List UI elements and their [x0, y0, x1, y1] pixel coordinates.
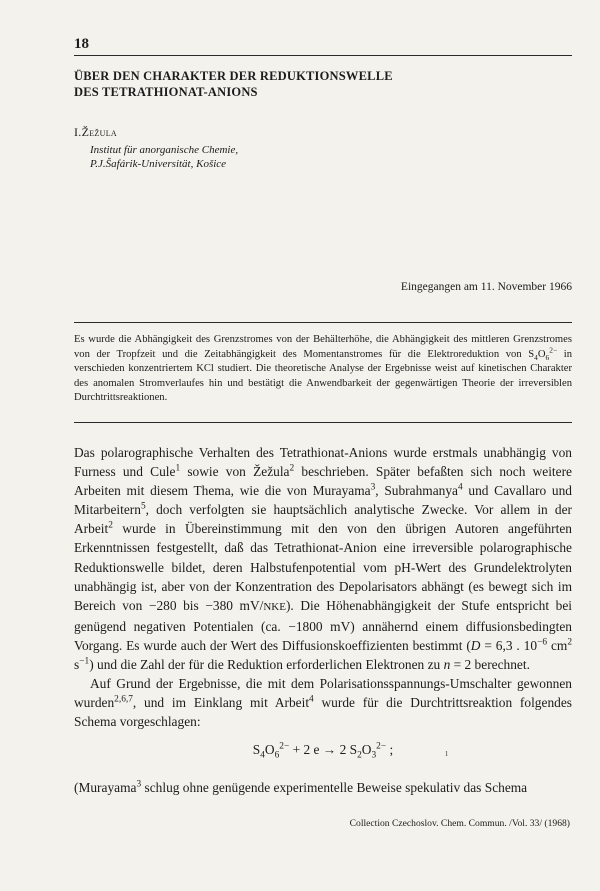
institution-line-2: P.J.Šafárik-Universität, Košice: [90, 158, 227, 170]
abstract-text-1: Es wurde die Abhängigkeit des Grenzstromes von der Behälterhöhe, die Abhängigkeit des mittleren Grenzstromes von der Tropfzeit und die Zeitabhängigkeit des Momentanstromes für die Elektroreduktion von: [74, 334, 572, 360]
paragraph-3: (Murayama$^3$ schlug ohne genügende experimentelle Beweise spekulativ das Schema: [74, 779, 528, 795]
author-name: Žežula: [81, 125, 117, 139]
body-text: [74, 443, 572, 731]
received-date: Eingegangen am 11. November 1966: [400, 281, 572, 293]
reference: 2: [108, 520, 113, 531]
stray-mark: ı: [445, 748, 448, 759]
reference: 2: [289, 463, 295, 474]
reference: 3: [136, 779, 142, 790]
abstract-ion: $S_4O_6^{2-}$: [528, 345, 558, 362]
author-initial: I.: [74, 125, 82, 139]
institution: [90, 143, 238, 171]
article-title: [74, 68, 572, 100]
arrow-icon: →: [322, 742, 337, 757]
abstract: [74, 333, 572, 406]
nke-abbrev: NKE: [263, 600, 286, 613]
title-line-1: ÜBER DEN CHARAKTER DER REDUKTIONSWELLE: [74, 69, 393, 83]
author: [74, 125, 117, 140]
institution-line-1: Institut für anorganische Chemie,: [90, 144, 239, 156]
paragraph-2: Auf Grund der Ergebnisse, die mit dem Polarisationsspannungs-Umschalter gewonnen wurden$^{2,6,7}$, und im Einklang mit Arbeit$^4$ wurde für die Durchtrittsreaktion folgendes Schema vorgeschlagen:: [74, 676, 572, 730]
abstract-rule-top: [74, 322, 572, 323]
abstract-rule-bottom: [74, 422, 572, 423]
paragraph-1: Das polarographische Verhalten des Tetrathionat-Anions wurde erstmals unabhängig von Furness und Cule$^1$ sowie von Žežula$^2$ beschrieben. Später befaßten sich noch weitere Arbeiten mit diesem Thema, wie die von Murayama$^3$, Subrahmanya$^4$ und Cavallaro und Mitarbeitern$^5$, doch verfolgten sie hauptsächlich analytische Zwecke. Vor allem in der Arbeit$^2$ wurde in Übereinstimmung mit den von den übrigen Autoren angeführten Erkenntnissen festgestellt, daß das Tetrathionat-Anion eine irreversible polarographische Reduktionswelle bildet, deren Halbstufenpotential vom pH-Wert des Grundelektrolyten unabhängig ist, aber von der Konzentration des Depolarisators abhängt (es bewegt sich im Bereich von −280 bis −380 mV/NKE). Die Höhenabhängigkeit der Stufe entspricht bei genügend negativen Potentialen (ca. −1800 mV) annähernd einem diffusionsbedingten Vorgang. Es wurde auch der Wert des Diffusionskoeffizienten bestimmt (D = 6,3 . $10^{-6}$ $cm^2$ $s^{-1}$) und die Zahl der für die Reduktion erforderlichen Elektronen zu n = 2 berechnet.: [74, 445, 572, 673]
abstract-text-2: in verschieden konzentriertem KCl studiert. Die theoretische Analyse der Ergebnisse weist auf kinetischen Charakter des anomalen Stromverlaufes hin und bestätigt die Anwendbarkeit der gegenwärtigen Theorie der irreversiblen Durchtrittsreaktionen.: [74, 348, 572, 404]
title-line-2: DES TETRATHIONAT-ANIONS: [74, 85, 258, 99]
reference: 4: [309, 694, 314, 705]
header-rule: [74, 55, 572, 56]
reference: 3: [370, 482, 376, 493]
reference: 1: [175, 463, 181, 474]
reaction-equation: $S_4O_6^{2-} + 2$ e → 2 $S_2O_3^{2-}$ ;: [252, 741, 394, 761]
reference: 5: [140, 501, 146, 512]
page-number: 18: [74, 36, 89, 52]
reference: 2,6,7: [114, 694, 133, 705]
journal-citation: Collection Czechoslov. Chem. Commun. /Vol. 33/ (1968): [349, 818, 570, 829]
reference: 4: [457, 482, 463, 493]
